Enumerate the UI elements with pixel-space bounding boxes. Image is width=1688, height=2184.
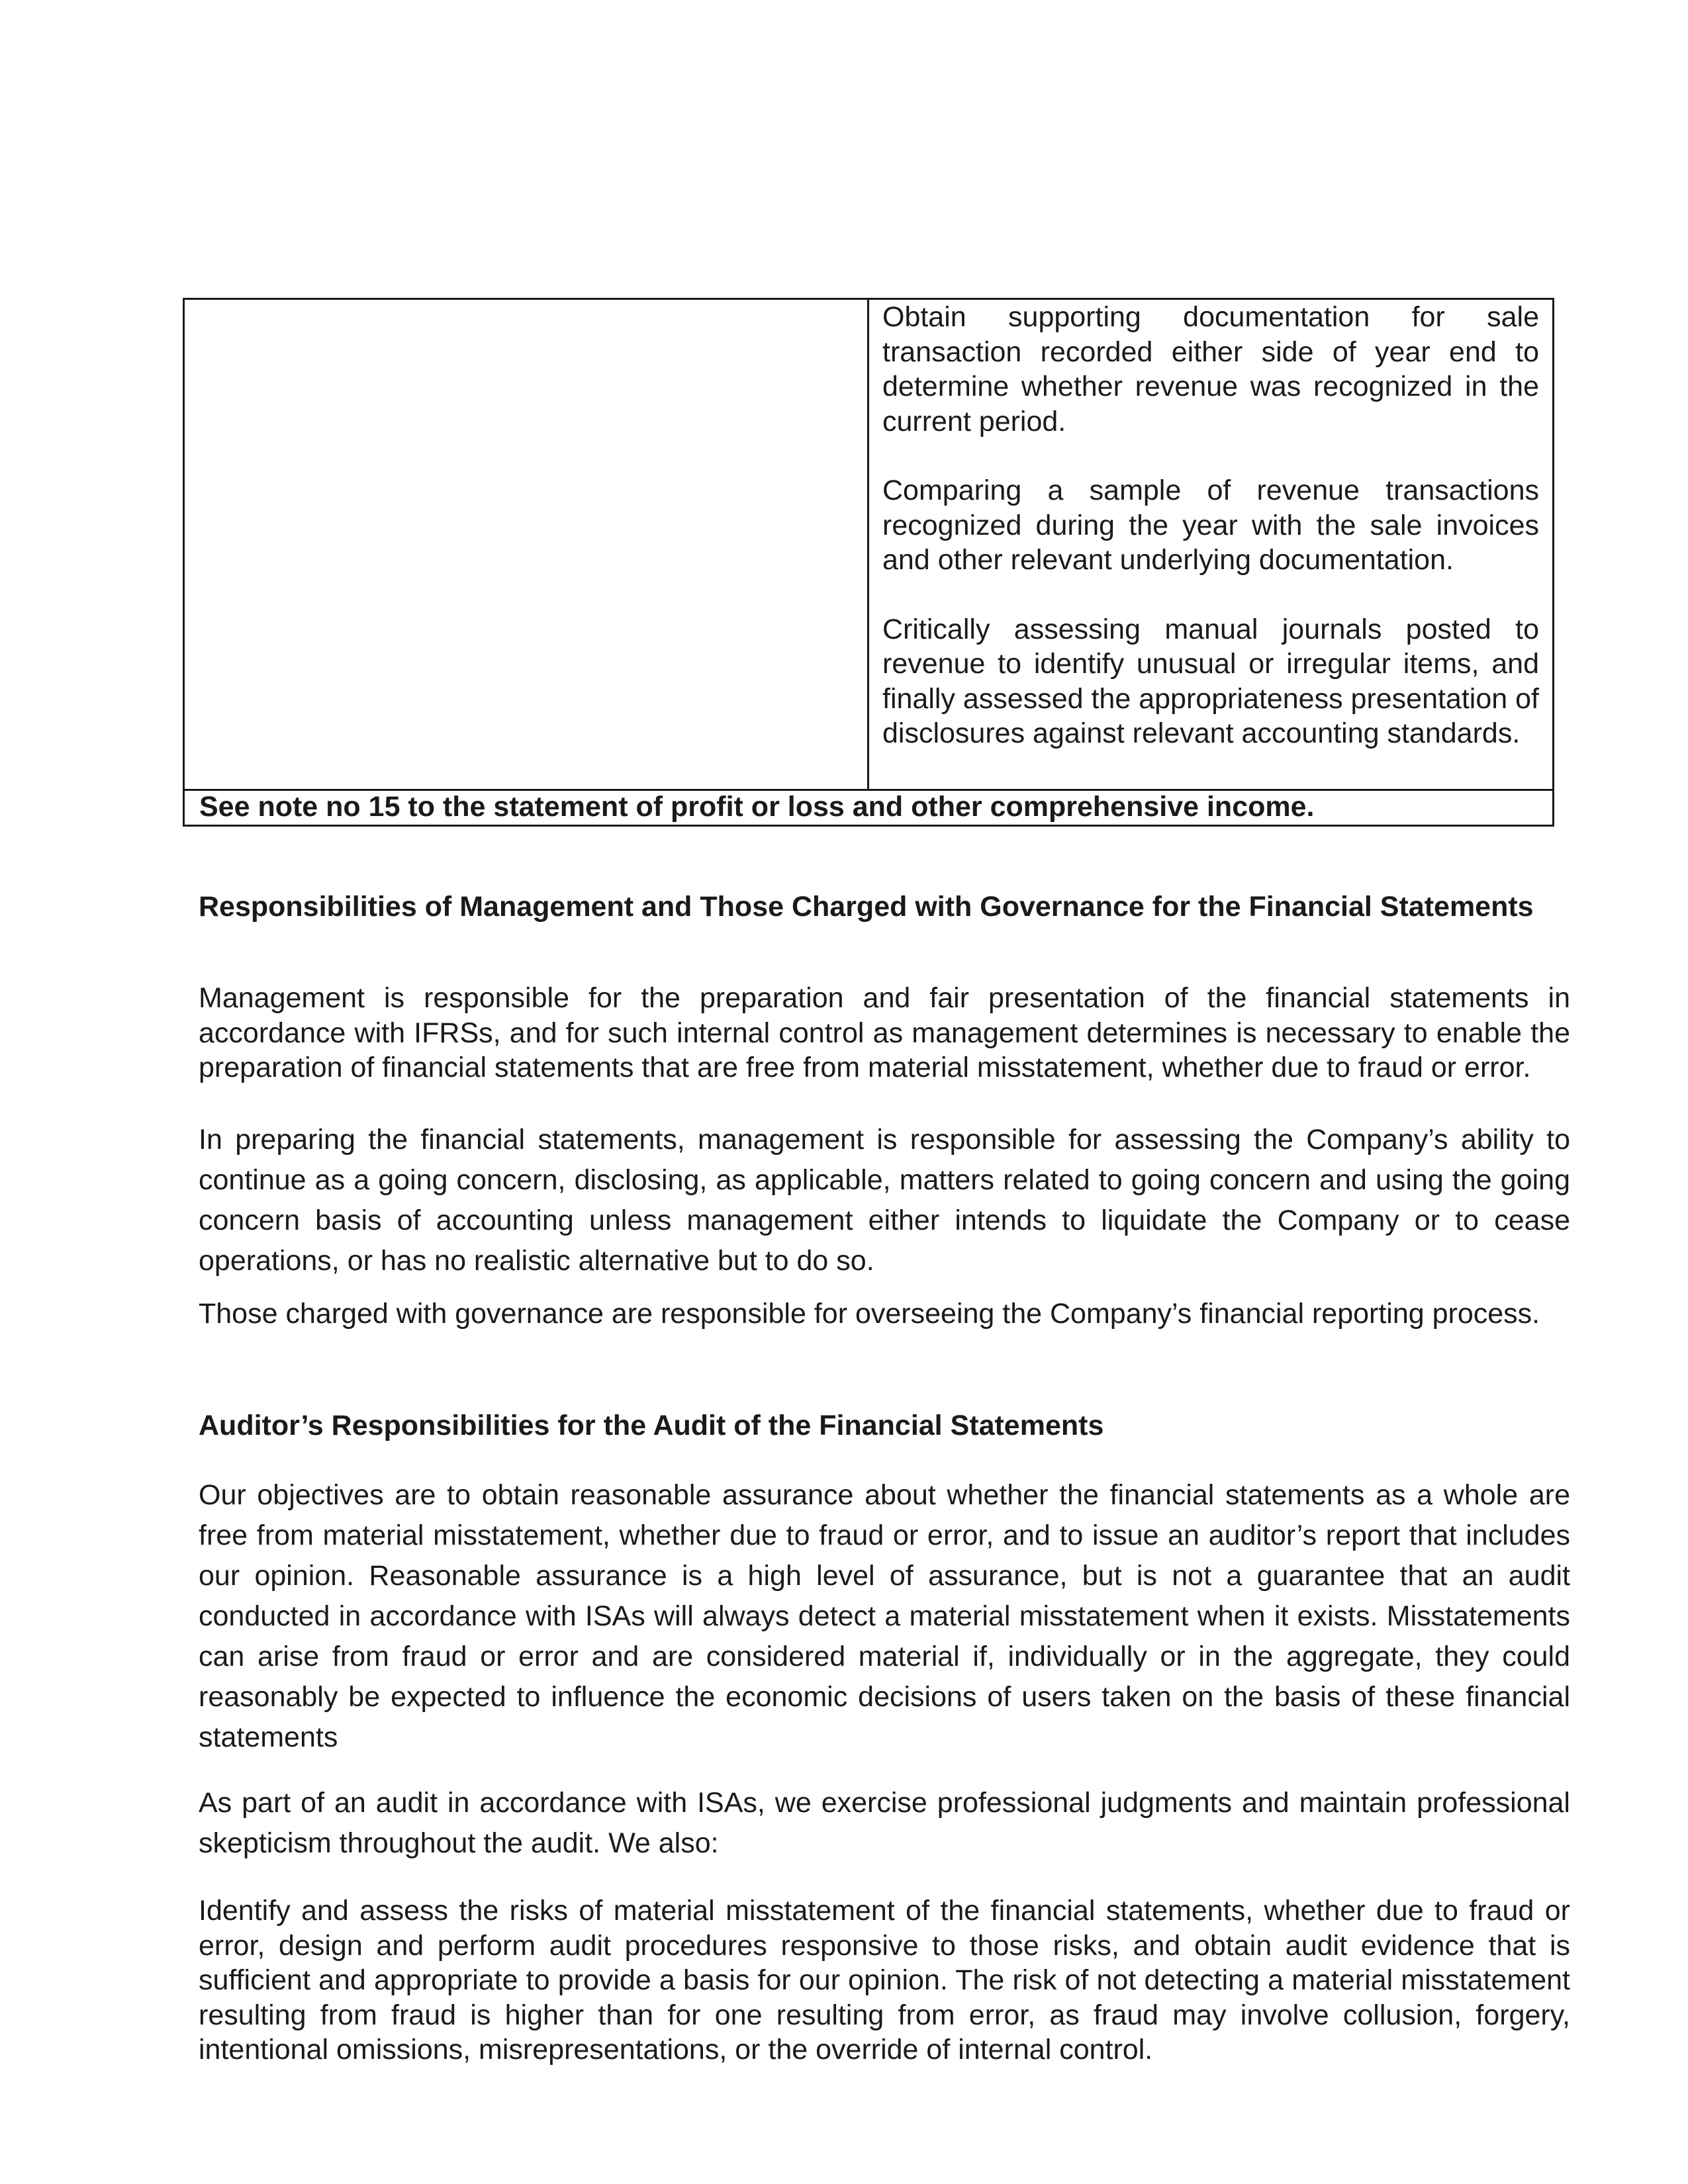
management-paragraph-3: Those charged with governance are responsible for overseeing the Company’s financial reporting process. bbox=[199, 1298, 1540, 1330]
audit-procedure-paragraph: Comparing a sample of revenue transactions recognized during the year with the sale invoices and other relevant underlying documentation. bbox=[882, 475, 1539, 576]
management-paragraph-1: Management is responsible for the preparation and fair presentation of the financial statements in accordance with IFRSs, and for such internal control as management determines is necessary to enable the preparation of financial statements that are free from material misstatement, whether due to fraud or error. bbox=[199, 982, 1570, 1083]
audit-procedure-paragraph: Obtain supporting documentation for sale transaction recorded either side of year end to determine whether revenue was recognized in the current period. bbox=[882, 301, 1539, 437]
auditor-paragraph-3: Identify and assess the risks of material misstatement of the financial statements, whether due to fraud or error, design and perform audit procedures responsive to those risks, and obtain audit evidence that is sufficient and appropriate to provide a basis for our opinion. The risk of not detecting a material misstatement resulting from fraud is higher than for one resulting from error, as fraud may involve collusion, forgery, intentional omissions, misrepresentations, or the override of internal control. bbox=[199, 1895, 1570, 2066]
management-responsibilities-heading: Responsibilities of Management and Those Charged with Governance for the Financial Statements bbox=[199, 891, 1534, 923]
auditor-responsibilities-heading: Auditor’s Responsibilities for the Audit of the Financial Statements bbox=[199, 1410, 1104, 1441]
table-cell-key-matter bbox=[185, 300, 869, 789]
table-cell-audit-response bbox=[869, 300, 1552, 789]
table-row bbox=[185, 300, 1552, 791]
auditor-paragraph-2: As part of an audit in accordance with ISAs, we exercise professional judgments and maintain professional skepticism throughout the audit. We also: bbox=[199, 1787, 1570, 1859]
management-paragraph-2: In preparing the financial statements, management is responsible for assessing the Company’s ability to continue as a going concern, disclosing, as applicable, matters related to going concern and using the going concern basis of accounting unless management either intends to liquidate the Company or to cease operations, or has no realistic alternative but to do so. bbox=[199, 1124, 1570, 1277]
audit-procedure-paragraph: Critically assessing manual journals posted to revenue to identify unusual or irregular items, and finally assessed the appropriateness presentation of disclosures against relevant accounting standards. bbox=[882, 613, 1540, 749]
table-footer-note: See note no 15 to the statement of profit or loss and other comprehensive income. bbox=[199, 791, 1315, 823]
auditor-paragraph-1: Our objectives are to obtain reasonable assurance about whether the financial statements as a whole are free from material misstatement, whether due to fraud or error, and to issue an auditor’s report that includes our opinion. Reasonable assurance is a high level of assurance, but is not a guarantee that an audit conducted in accordance with ISAs will always detect a material misstatement when it exists. Misstatements can arise from fraud or error and are considered material if, individually or in the aggregate, they could reasonably be expected to influence the economic decisions of users taken on the basis of these financial statements bbox=[199, 1479, 1570, 1753]
key-audit-matter-table bbox=[183, 298, 1554, 827]
